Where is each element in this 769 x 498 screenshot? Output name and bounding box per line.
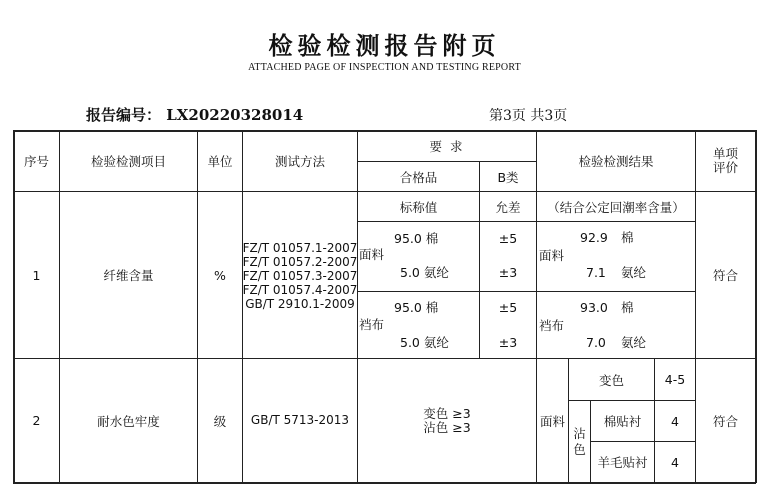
result-value: 92.9 xyxy=(580,229,608,245)
grid-line xyxy=(357,221,695,222)
header-result-note: （结合公定回潮率含量） xyxy=(547,199,685,215)
row1-evaluation: 符合 xyxy=(712,268,738,283)
row2-item: 耐水色牢度 xyxy=(97,413,160,429)
table-bottom-border xyxy=(13,482,756,484)
result-value: 7.1 xyxy=(586,264,606,280)
header-result: 检验检测结果 xyxy=(578,154,654,169)
row2-requirement xyxy=(358,359,536,482)
req-nominal-value: 5.0 氨纶 xyxy=(400,335,449,350)
row1-methods xyxy=(243,221,357,331)
row1-unit: % xyxy=(214,267,226,283)
row2-requirement-line: 变色 ≥3 xyxy=(423,405,471,421)
row2-seq: 2 xyxy=(32,413,41,428)
header-tolerance: 允差 xyxy=(495,199,521,215)
req-tolerance-value: ±5 xyxy=(498,230,518,246)
row1-seq: 1 xyxy=(32,267,41,283)
row2-method: GB/T 5713-2013 xyxy=(250,412,350,427)
result-value: 93.0 xyxy=(580,299,608,315)
req-tolerance-value: ±3 xyxy=(498,334,518,350)
row2-staining-value: 4 xyxy=(671,454,679,470)
row2-staining-label-char: 沾 xyxy=(573,425,586,441)
req-part-label: 面料 xyxy=(359,247,385,262)
row2-staining-label-char: 色 xyxy=(573,441,586,457)
result-value: 7.0 xyxy=(586,334,606,350)
result-part-label: 裆布 xyxy=(539,318,565,333)
row2-color-change-label: 变色 xyxy=(598,372,624,388)
row2-result-part-label: 面料 xyxy=(539,413,565,429)
result-fiber: 棉 xyxy=(621,230,634,245)
result-part-label: 面料 xyxy=(539,248,565,263)
req-nominal-value: 95.0 棉 xyxy=(394,300,439,315)
grid-line xyxy=(357,291,695,292)
header-nominal: 标称值 xyxy=(399,199,438,215)
header-requirement: 要 求 xyxy=(429,139,465,154)
header-seq: 序号 xyxy=(23,154,49,169)
row1-method: GB/T 2910.1-2009 xyxy=(245,297,355,311)
row2-staining-fabric: 棉贴衬 xyxy=(603,414,642,429)
header-evaluation-line-2: 评价 xyxy=(712,160,738,175)
req-tolerance-value: ±5 xyxy=(498,299,518,315)
row1-method: FZ/T 01057.4-2007 xyxy=(242,283,358,297)
req-nominal-value: 95.0 棉 xyxy=(394,231,439,246)
row2-evaluation: 符合 xyxy=(712,413,738,429)
req-nominal-value: 5.0 氨纶 xyxy=(400,265,449,280)
result-fiber: 氨纶 xyxy=(621,335,647,350)
header-item: 检验检测项目 xyxy=(90,154,166,169)
report-number-value: LX20220328014 xyxy=(166,106,304,124)
result-fiber: 棉 xyxy=(621,300,634,315)
row1-method: FZ/T 01057.2-2007 xyxy=(242,255,358,269)
header-evaluation xyxy=(696,131,755,191)
row2-requirement-line: 沾色 ≥3 xyxy=(423,419,471,435)
header-unit: 单位 xyxy=(207,154,233,169)
row2-staining-label xyxy=(569,401,590,482)
row2-unit: 级 xyxy=(213,413,227,429)
header-qualified: 合格品 xyxy=(399,169,438,185)
table-right-border xyxy=(755,130,757,483)
report-number xyxy=(86,104,303,125)
row2-staining-value: 4 xyxy=(671,413,679,429)
header-evaluation-line-1: 单项 xyxy=(712,146,738,161)
header-class-b: B类 xyxy=(497,169,519,185)
header-method: 测试方法 xyxy=(274,154,325,169)
row2-staining-fabric: 羊毛贴衬 xyxy=(597,455,648,470)
page-info: 第3页 共3页 xyxy=(489,108,568,124)
report-number-label: 报告编号： xyxy=(86,106,162,124)
row1-method: FZ/T 01057.1-2007 xyxy=(242,241,358,255)
result-fiber: 氨纶 xyxy=(621,265,647,280)
req-tolerance-value: ±3 xyxy=(498,264,518,280)
row1-item: 纤维含量 xyxy=(103,268,154,283)
req-part-label: 裆布 xyxy=(359,317,385,332)
row2-color-change-value: 4-5 xyxy=(664,372,686,387)
row1-method: FZ/T 01057.3-2007 xyxy=(242,269,358,283)
page-title: 检验检测报告附页 xyxy=(268,31,501,60)
page-subtitle: ATTACHED PAGE OF INSPECTION AND TESTING REPORT xyxy=(248,62,521,73)
